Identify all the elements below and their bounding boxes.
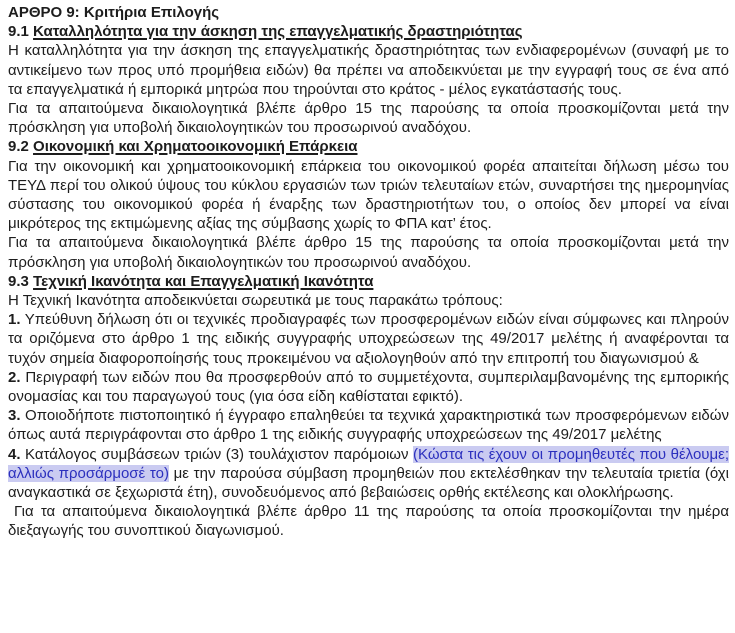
body-text: Υπεύθυνη δήλωση ότι οι τεχνικές προδιαγραφές των προσφερομένων ειδών είναι σύμφωνες και πληρούν τα οριζόμενα στο άρθρο 1 της ειδικής συγγραφής υποχρεώσεων της 49/2017 μελέτης ή αναφέρονται τα τυχόν σημεία διαφοροποίησής τους προκειμένου να αξιολογηθούν από την επιτροπή του διαγωνισμού & xyxy=(8,311,729,367)
item-number: 1. xyxy=(8,311,21,329)
body-text: Για την οικονομική και χρηματοοικονομική επάρκεια του οικονομικού φορέα απαιτείται δήλωση μέσω του ΤΕΥΔ περί του ολικού ύψους του κύκλου εργασιών των τριών τελευταίων ετών, συναρτήσει της ημερομηνίας σύστασης του οικονομικού φορέα ή έναρξης των δραστηριοτήτων του, ο οποίος δεν μπορεί να είναι μικρότερος της εκτιμώμενης αξίας της σύμβασης χωρίς το ΦΠΑ κατ’ έτος. xyxy=(8,157,729,233)
section-9-3-heading xyxy=(8,272,729,291)
section-number: 9.3 xyxy=(8,272,34,290)
section-title: Τεχνική Ικανότητα και Επαγγελματική Ικανότητα xyxy=(33,272,374,290)
section-title: Οικονομική και Χρηματοοικονομική Επάρκεια xyxy=(33,138,358,156)
section-title: Καταλληλότητα για την άσκηση της επαγγελματικής δραστηριότητας xyxy=(33,23,523,41)
comment-highlight-text: (Κώστα τις έχουν οι προμηθευτές που θέλουμε; αλλιώς προσάρμοσέ το) xyxy=(8,445,729,482)
document-body xyxy=(8,3,729,541)
body-text: Περιγραφή των ειδών που θα προσφερθούν από το συμμετέχοντα, συμπεριλαμβανομένης της εμπορικής ονομασίας και του παραγωγού τους (για όσα είδη καθίσταται εφικτό). xyxy=(8,368,729,406)
section-9-1-heading xyxy=(8,22,729,41)
section-9-2-note xyxy=(8,233,729,271)
body-text: Για τα απαιτούμενα δικαιολογητικά βλέπε άρθρο 11 της παρούσης τα οποία προσκομίζονται την ημέρα διεξαγωγής του συνοπτικού διαγωνισμού. xyxy=(8,503,729,540)
article-heading-text: ΑΡΘΡΟ 9: Κριτήρια Επιλογής xyxy=(8,4,220,21)
body-text: Η καταλληλότητα για την άσκηση της επαγγελματικής δραστηριότητας των ενδιαφερομένων (συναφή με το αντικείμενο των προς υπό προμήθεια ειδών) θα πρέπει να αποδεικνύεται με την εγγραφή τους σε ένα από τα επαγγελματικά ή εμπορικά μητρώα που τηρούνται στο κράτος - μέλος εγκατάστασής τους. xyxy=(8,42,729,98)
list-item-4 xyxy=(8,445,729,503)
item-number: 3. xyxy=(8,407,21,425)
section-9-3-note xyxy=(8,502,729,540)
section-9-1-paragraph xyxy=(8,41,729,99)
section-9-2-heading xyxy=(8,137,729,156)
body-text: Κατάλογος συμβάσεων τριών (3) τουλάχιστον παρόμοιων xyxy=(20,445,414,463)
section-number: 9.1 xyxy=(8,23,34,41)
section-number: 9.2 xyxy=(8,138,34,156)
list-item-2 xyxy=(8,368,729,406)
item-number: 2. xyxy=(8,368,21,386)
list-item-3 xyxy=(8,406,729,444)
section-9-3-intro xyxy=(8,291,729,310)
body-text: Οποιοδήποτε πιστοποιητικό ή έγγραφο επαληθεύει τα τεχνικά χαρακτηριστικά των προσφερόμενων ειδών όπως αυτά περιγράφονται στο άρθρο 1 της ειδικής συγγραφής υποχρεώσεων της 49/2017 μελέτης xyxy=(8,407,729,444)
body-text: Για τα απαιτούμενα δικαιολογητικά βλέπε άρθρο 15 της παρούσης τα οποία προσκομίζονται μετά την πρόσκληση για υποβολή δικαιολογητικών του προσωρινού αναδόχου. xyxy=(8,234,729,271)
body-text: Η Τεχνική Ικανότητα αποδεικνύεται σωρευτικά με τους παρακάτω τρόπους: xyxy=(8,292,503,310)
article-heading xyxy=(8,3,729,22)
section-9-1-note xyxy=(8,99,729,137)
body-text: με την παρούσα σύμβαση προμηθειών που εκτελέσθηκαν την τελευταία τριετία (όχι αναγκαστικά σε ξεχωριστά έτη), συνοδευόμενος από βεβαιώσεις ορθής εκτέλεσης και ολοκλήρωσης. xyxy=(8,464,729,502)
section-9-2-paragraph xyxy=(8,157,729,234)
item-number: 4. xyxy=(8,445,21,463)
body-text: Για τα απαιτούμενα δικαιολογητικά βλέπε άρθρο 15 της παρούσης τα οποία προσκομίζονται μετά την πρόσκληση για υποβολή δικαιολογητικών του προσωρινού αναδόχου. xyxy=(8,100,729,137)
list-item-1 xyxy=(8,310,729,368)
